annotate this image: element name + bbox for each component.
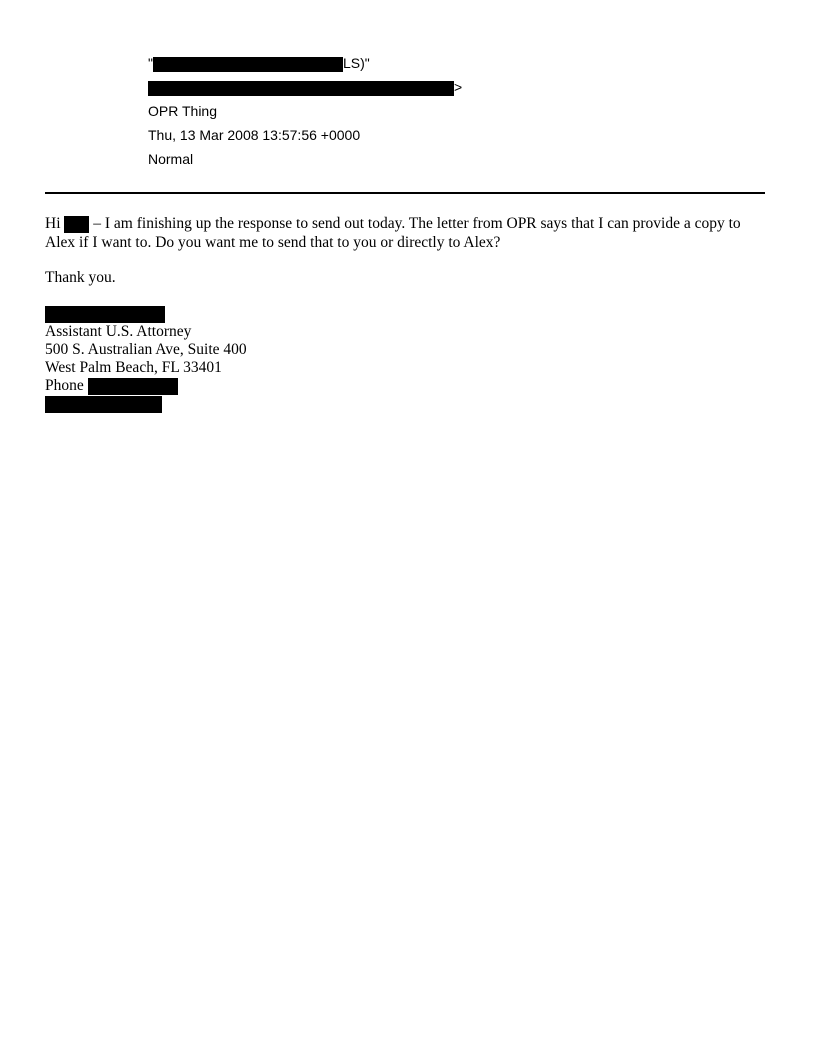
body-line-2: Alex if I want to. Do you want me to send that to you or directly to Alex?	[45, 234, 501, 251]
signature-name-redaction	[45, 306, 165, 323]
signature-name-row	[45, 305, 165, 323]
from-redaction	[153, 57, 343, 72]
header-divider	[45, 192, 765, 194]
to-suffix: >	[454, 79, 463, 95]
phone-label: Phone	[45, 377, 88, 394]
from-value	[148, 53, 370, 73]
phone-redaction	[88, 378, 178, 395]
greeting: Hi	[45, 215, 65, 232]
thanks-line: Thank you.	[45, 269, 116, 286]
signature-title: Assistant U.S. Attorney	[45, 323, 192, 340]
body-line-1	[45, 215, 741, 233]
from-suffix: LS)"	[342, 55, 370, 71]
body-line-1-text: – I am finishing up the response to send out today. The letter from OPR says that I can provide a copy to	[89, 215, 741, 232]
recipient-name-redaction	[64, 216, 89, 233]
to-redaction	[148, 81, 454, 96]
signature-phone-row	[45, 377, 178, 395]
email-redaction	[45, 396, 162, 413]
signature-address-2: West Palm Beach, FL 33401	[45, 359, 222, 376]
subject-value: OPR Thing	[148, 103, 217, 119]
signature-address-1: 500 S. Australian Ave, Suite 400	[45, 341, 247, 358]
from-prefix: "	[148, 55, 153, 71]
date-value: Thu, 13 Mar 2008 13:57:56 +0000	[148, 127, 361, 143]
to-value	[148, 77, 462, 97]
signature-email-row	[45, 395, 162, 413]
importance-value: Normal	[148, 151, 194, 167]
